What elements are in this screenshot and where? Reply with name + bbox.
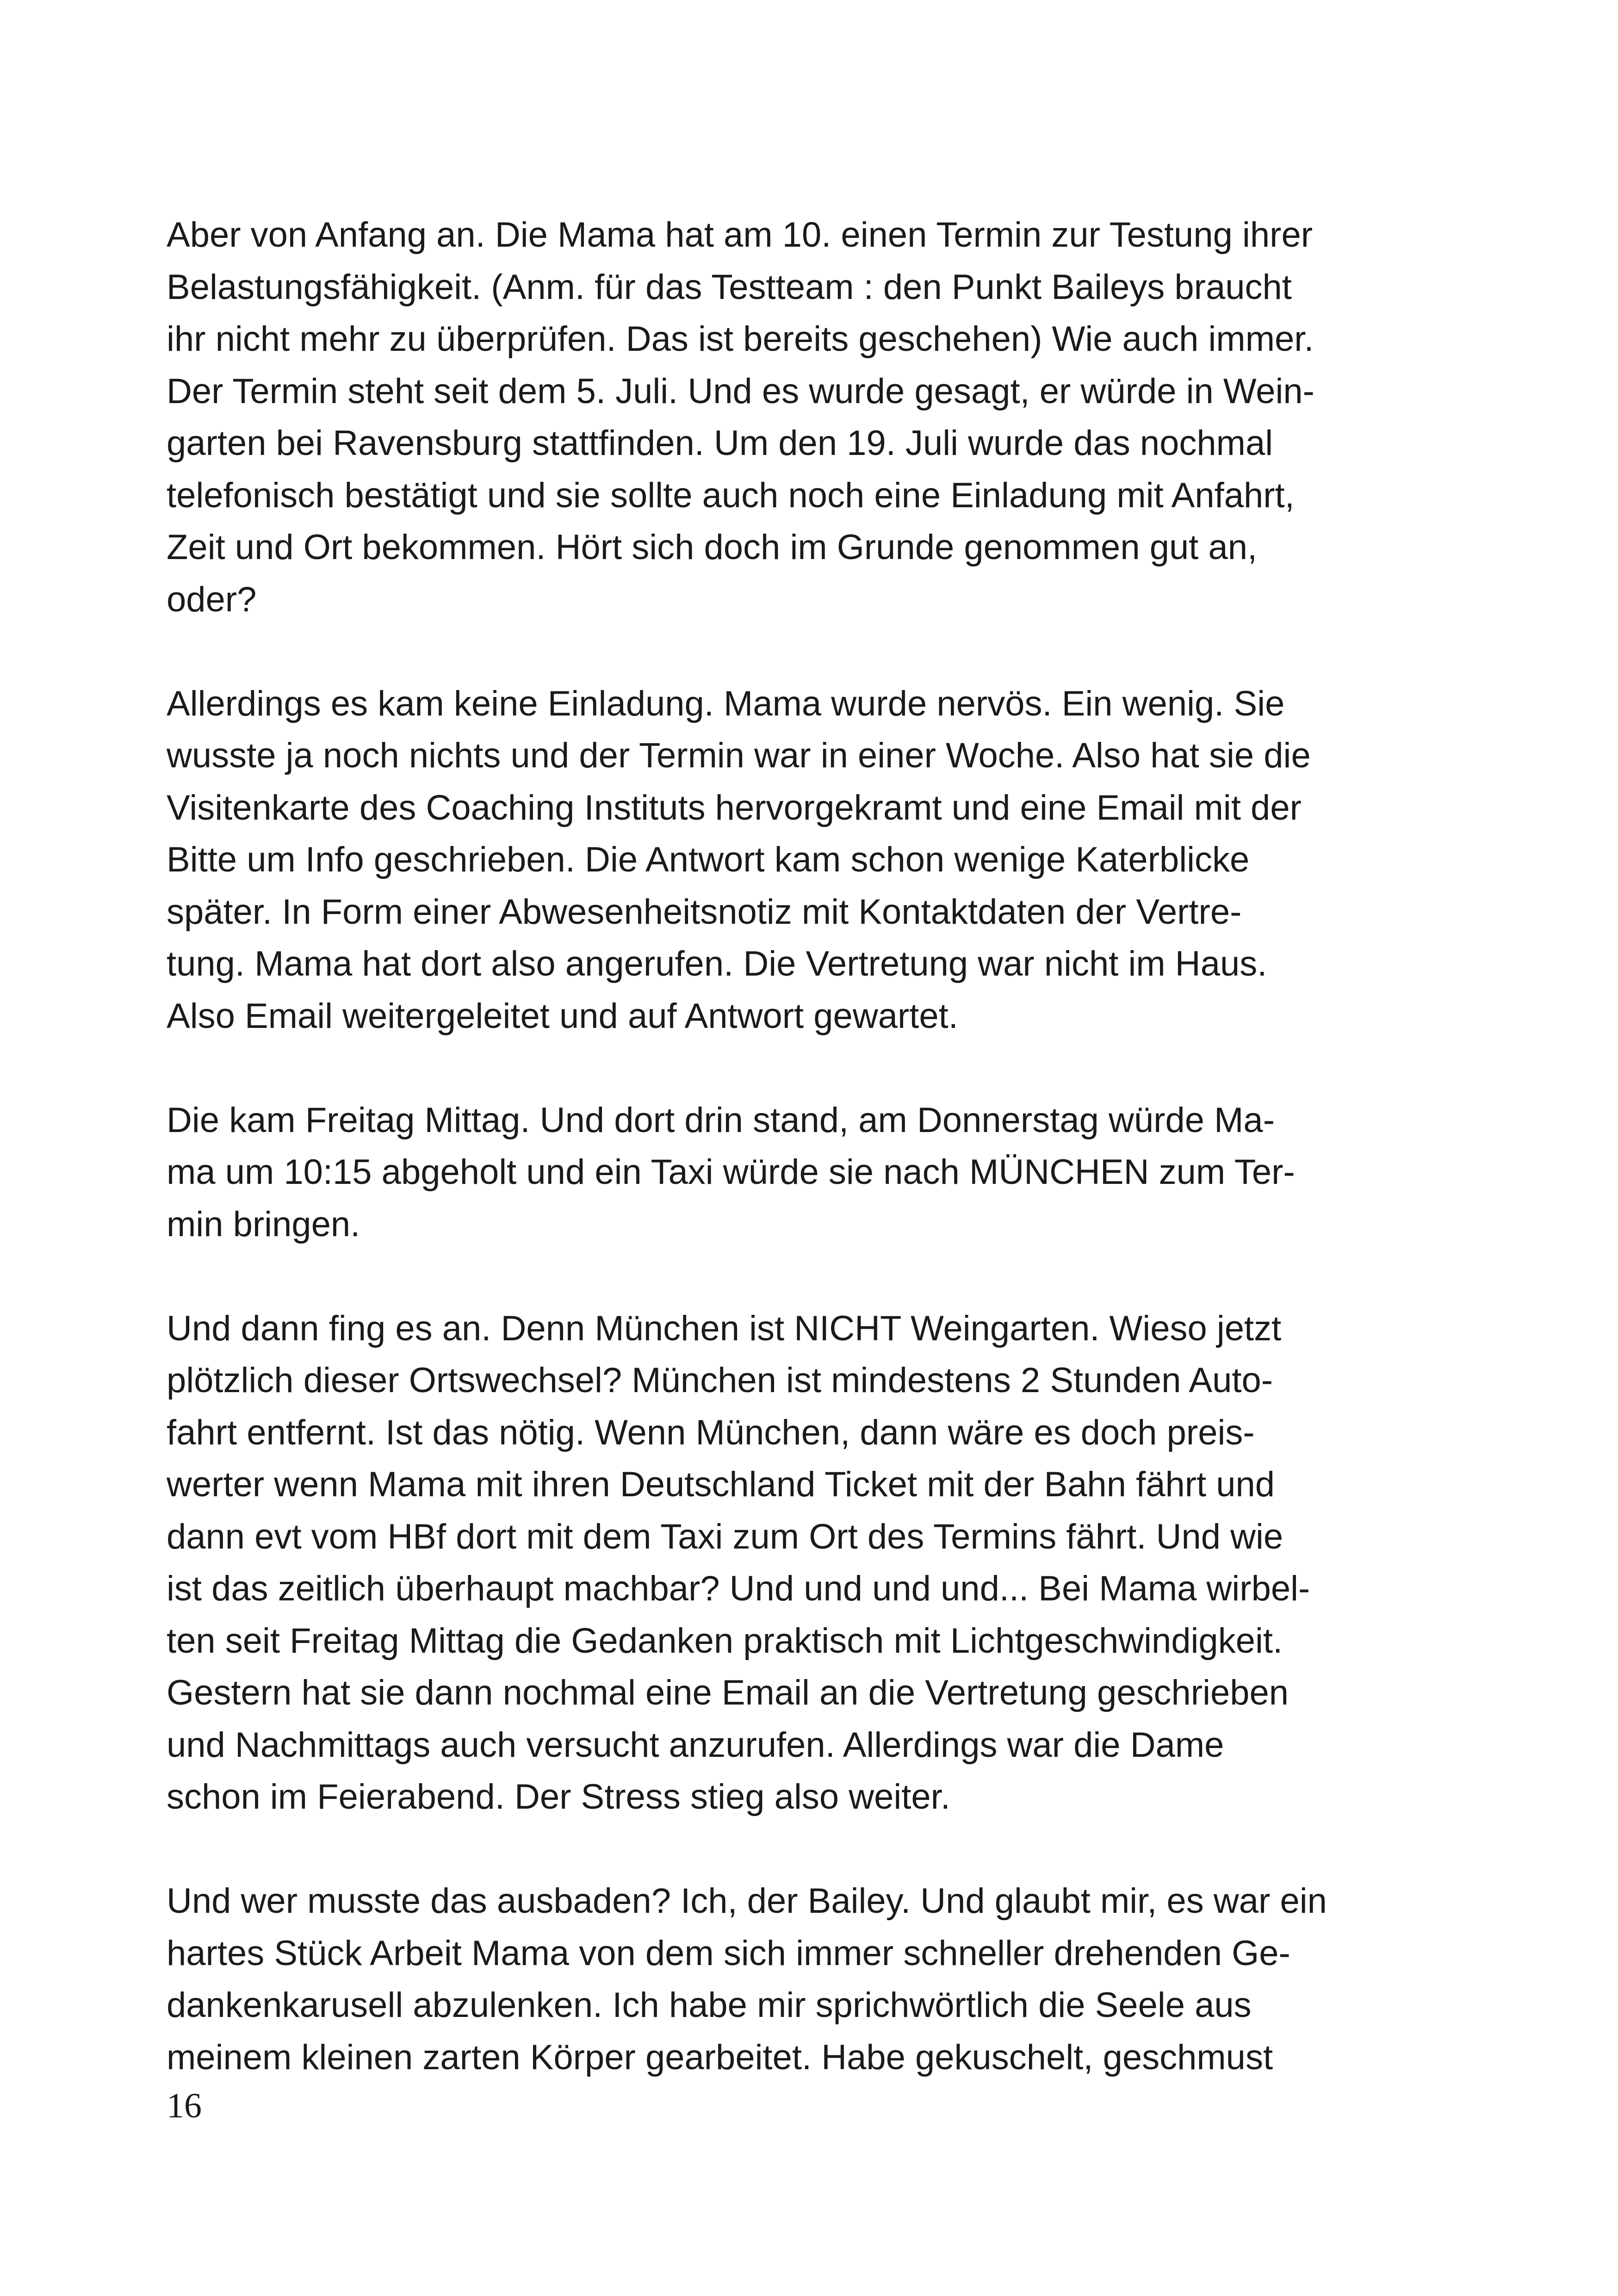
text-line: schon im Feierabend. Der Stress stieg also weiter. <box>167 1777 950 1817</box>
text-line: min bringen. <box>167 1205 360 1244</box>
text-line: garten bei Ravensburg stattfinden. Um den 19. Juli wurde das nochmal <box>167 423 1273 463</box>
text-line: Und wer musste das ausbaden? Ich, der Bailey. Und glaubt mir, es war ein <box>167 1881 1327 1921</box>
text-line: Allerdings es kam keine Einladung. Mama wurde nervös. Ein wenig. Sie <box>167 684 1285 723</box>
text-line: Bitte um Info geschrieben. Die Antwort kam schon wenige Katerblicke <box>167 840 1250 879</box>
text-line: Gestern hat sie dann nochmal eine Email an die Vertretung geschrieben <box>167 1673 1289 1712</box>
text-line: fahrt entfernt. Ist das nötig. Wenn München, dann wäre es doch preis- <box>167 1413 1255 1452</box>
text-line: dann evt vom HBf dort mit dem Taxi zum Ort des Termins fährt. Und wie <box>167 1517 1283 1556</box>
text-line: ma um 10:15 abgeholt und ein Taxi würde sie nach MÜNCHEN zum Ter- <box>167 1152 1295 1192</box>
text-line: hartes Stück Arbeit Mama von dem sich immer schneller drehenden Ge- <box>167 1934 1290 1973</box>
text-line: Also Email weitergeleitet und auf Antwort gewartet. <box>167 996 958 1036</box>
text-line: oder? <box>167 580 257 619</box>
text-line: ist das zeitlich überhaupt machbar? Und und und und... Bei Mama wirbel- <box>167 1569 1310 1608</box>
text-line: wusste ja noch nichts und der Termin war in einer Woche. Also hat sie die <box>167 736 1311 775</box>
text-line: Belastungsfähigkeit. (Anm. für das Testteam : den Punkt Baileys braucht <box>167 268 1292 307</box>
text-line: Aber von Anfang an. Die Mama hat am 10. einen Termin zur Testung ihrer <box>167 215 1313 255</box>
text-line: Die kam Freitag Mittag. Und dort drin stand, am Donnerstag würde Ma- <box>167 1101 1275 1140</box>
text-line: tung. Mama hat dort also angerufen. Die Vertretung war nicht im Haus. <box>167 944 1267 983</box>
text-line: telefonisch bestätigt und sie sollte auch noch eine Einladung mit Anfahrt, <box>167 476 1295 515</box>
text-line: und Nachmittags auch versucht anzurufen. Allerdings war die Dame <box>167 1725 1224 1765</box>
text-line: meinem kleinen zarten Körper gearbeitet. Habe gekuschelt, geschmust <box>167 2038 1273 2077</box>
text-line: ten seit Freitag Mittag die Gedanken praktisch mit Lichtgeschwindigkeit. <box>167 1621 1283 1661</box>
page-number: 16 <box>167 2086 202 2125</box>
text-line: plötzlich dieser Ortswechsel? München ist mindestens 2 Stunden Auto- <box>167 1361 1273 1400</box>
text-line: ihr nicht mehr zu überprüfen. Das ist bereits geschehen) Wie auch immer. <box>167 319 1314 359</box>
text-line: dankenkarusell abzulenken. Ich habe mir sprichwörtlich die Seele aus <box>167 1985 1252 2025</box>
text-line: Der Termin steht seit dem 5. Juli. Und es wurde gesagt, er würde in Wein- <box>167 372 1314 411</box>
text-line: werter wenn Mama mit ihren Deutschland Ticket mit der Bahn fährt und <box>167 1465 1275 1504</box>
text-line: Visitenkarte des Coaching Instituts hervorgekramt und eine Email mit der <box>167 788 1302 828</box>
text-line: Und dann fing es an. Denn München ist NICHT Weingarten. Wieso jetzt <box>167 1309 1282 1348</box>
text-line: Zeit und Ort bekommen. Hört sich doch im Grunde genommen gut an, <box>167 528 1258 567</box>
text-line: später. In Form einer Abwesenheitsnotiz mit Kontaktdaten der Vertre- <box>167 892 1242 932</box>
